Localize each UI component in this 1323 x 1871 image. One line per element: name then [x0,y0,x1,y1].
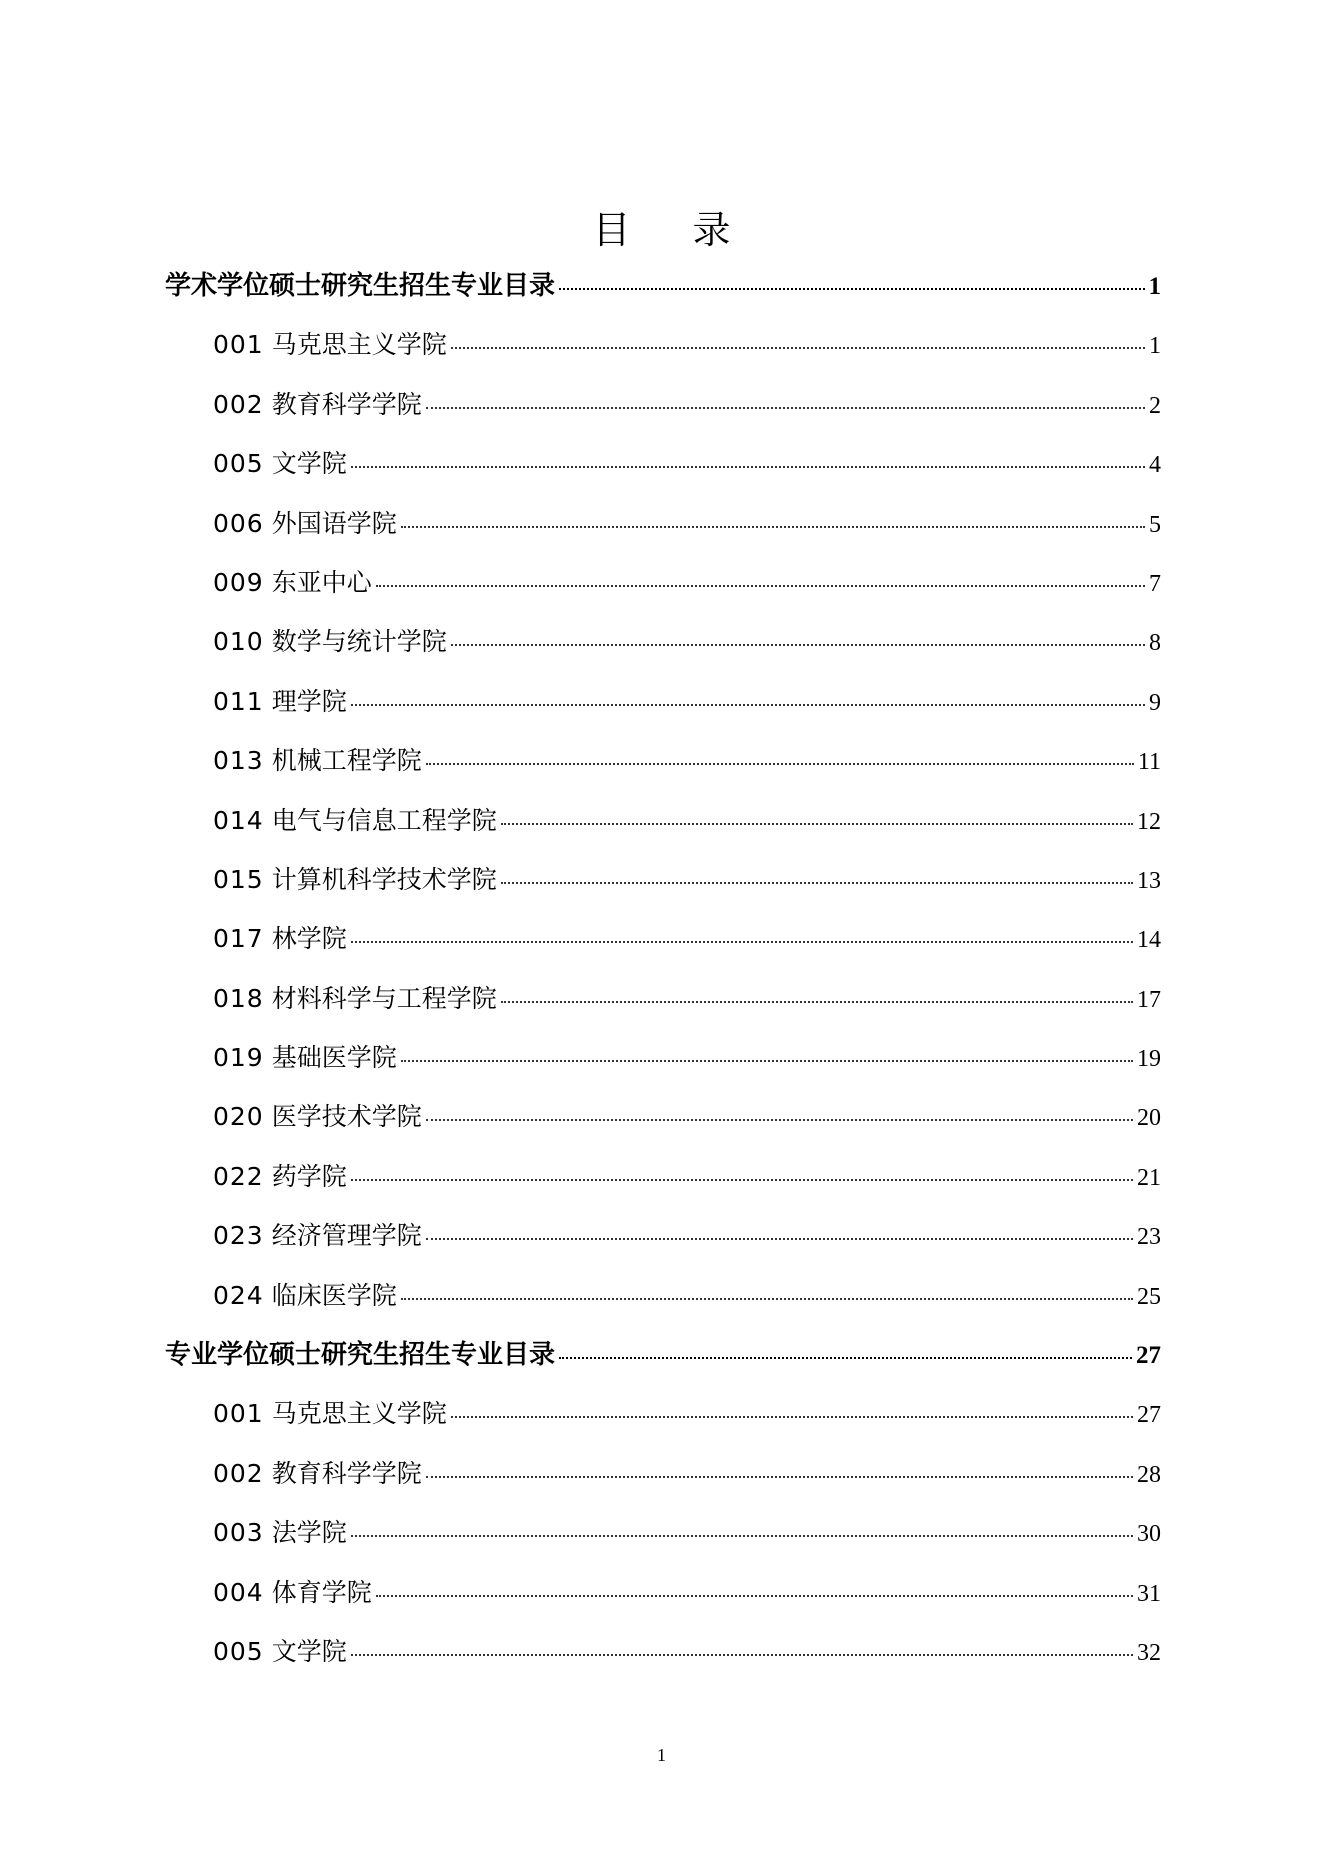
toc-entry-name: 法学院 [271,1518,347,1548]
toc-page-number: 5 [1149,511,1161,538]
toc-page-number: 2 [1149,392,1161,419]
toc-section-title: 学术学位硕士研究生招生专业目录 [165,271,556,301]
toc-entry-row[interactable] [165,975,1161,1034]
dot-leader [426,1476,1133,1478]
toc-entry-code: 015 [213,864,264,894]
toc-entry-row[interactable] [165,1390,1161,1449]
toc-entry-name: 理学院 [271,686,347,716]
toc-entry-name: 马克思主义学院 [271,330,447,360]
toc-entry-name: 教育科学学院 [271,389,422,419]
toc-entry-code: 005 [213,449,264,479]
toc-entry-row[interactable] [165,1153,1161,1212]
toc-section-row[interactable] [165,1331,1161,1390]
dot-leader [401,1060,1133,1062]
toc-entry-code: 013 [213,746,264,776]
dot-leader [401,1298,1133,1300]
toc-entry-name: 林学院 [271,924,347,954]
toc-entry-row[interactable] [165,915,1161,974]
dot-leader [401,526,1145,528]
toc-entry-code: 022 [213,1161,264,1191]
toc-entry-code: 014 [213,805,264,835]
toc-entry-name: 东亚中心 [271,567,372,597]
toc-entry-row[interactable] [165,1628,1161,1687]
toc-entry-row[interactable] [165,1093,1161,1152]
toc-entry-name: 基础医学院 [271,1043,397,1073]
toc-page-number: 21 [1137,1164,1161,1191]
toc-entry-row[interactable] [165,1569,1161,1628]
toc-entry-name: 数学与统计学院 [271,627,447,657]
toc-entry-row[interactable] [165,440,1161,499]
toc-entry-code: 024 [213,1280,264,1310]
toc-entry-row[interactable] [165,678,1161,737]
dot-leader [559,1357,1132,1359]
dot-leader [426,1119,1133,1121]
toc-entry-name: 机械工程学院 [271,746,422,776]
dot-leader [451,347,1145,349]
title-char-2: 录 [692,208,731,252]
toc-entry-name: 体育学院 [271,1577,372,1607]
toc-entry-code: 003 [213,1518,264,1548]
toc-page-number: 13 [1137,867,1161,894]
toc-entry-row[interactable] [165,1272,1161,1331]
dot-leader [376,585,1145,587]
toc-entry-name: 材料科学与工程学院 [271,983,497,1013]
toc-entry-code: 019 [213,1043,264,1073]
toc-page-number: 30 [1137,1521,1161,1548]
toc-entry-name: 药学院 [271,1161,347,1191]
table-of-contents [165,262,1161,1687]
toc-entry-row[interactable] [165,559,1161,618]
dot-leader [351,704,1145,706]
toc-page-number: 1 [1149,333,1161,360]
toc-page-number: 11 [1137,749,1161,776]
toc-entry-name: 电气与信息工程学院 [271,805,497,835]
toc-page-number: 27 [1137,1402,1161,1429]
page-number-footer: 1 [657,1745,666,1765]
toc-entry-code: 017 [213,924,264,954]
toc-page-number: 9 [1149,689,1161,716]
toc-section-row[interactable] [165,262,1161,321]
toc-page-number: 32 [1137,1639,1161,1666]
dot-leader [451,644,1145,646]
dot-leader [501,823,1133,825]
toc-entry-code: 009 [213,567,264,597]
toc-entry-name: 临床医学院 [271,1280,397,1310]
dot-leader [351,1179,1133,1181]
toc-entry-name: 教育科学学院 [271,1458,422,1488]
toc-section-title: 专业学位硕士研究生招生专业目录 [165,1340,556,1371]
dot-leader [501,1001,1133,1003]
toc-entry-row[interactable] [165,321,1161,380]
toc-page-number: 17 [1137,986,1161,1013]
toc-page-number: 4 [1149,452,1161,479]
dot-leader [559,288,1144,290]
toc-entry-code: 020 [213,1102,264,1132]
toc-page-number: 20 [1137,1105,1161,1132]
toc-entry-row[interactable] [165,1509,1161,1568]
toc-page-number: 31 [1137,1580,1161,1607]
toc-page-number: 19 [1137,1046,1161,1073]
page-title [0,205,1323,255]
toc-entry-code: 002 [213,1458,264,1488]
dot-leader [351,1654,1133,1656]
dot-leader [351,1535,1133,1537]
toc-entry-row[interactable] [165,381,1161,440]
dot-leader [351,466,1145,468]
toc-entry-code: 023 [213,1221,264,1251]
toc-entry-row[interactable] [165,1212,1161,1271]
dot-leader [376,1595,1133,1597]
toc-entry-code: 011 [213,686,264,716]
dot-leader [426,407,1145,409]
toc-entry-row[interactable] [165,618,1161,677]
toc-page-number: 8 [1149,630,1161,657]
dot-leader [501,882,1133,884]
toc-entry-code: 002 [213,389,264,419]
toc-entry-name: 经济管理学院 [271,1221,422,1251]
toc-page-number: 23 [1137,1224,1161,1251]
toc-entry-name: 文学院 [271,1636,347,1666]
toc-entry-row[interactable] [165,500,1161,559]
dot-leader [426,1238,1133,1240]
toc-page-number: 7 [1149,570,1161,597]
toc-entry-code: 010 [213,627,264,657]
toc-page-number: 25 [1137,1283,1161,1310]
toc-entry-name: 马克思主义学院 [271,1399,447,1429]
toc-entry-name: 计算机科学技术学院 [271,864,497,894]
toc-entry-code: 006 [213,508,264,538]
toc-entry-name: 医学技术学院 [271,1102,422,1132]
title-char-1: 目 [592,208,631,252]
toc-entry-row[interactable] [165,797,1161,856]
toc-page-number: 27 [1136,1342,1161,1370]
dot-leader [451,1416,1133,1418]
dot-leader [351,941,1133,943]
toc-page-number: 12 [1137,808,1161,835]
toc-page-number: 28 [1137,1461,1161,1488]
toc-entry-name: 文学院 [271,449,347,479]
toc-entry-code: 018 [213,983,264,1013]
toc-entry-code: 001 [213,1399,264,1429]
toc-entry-row[interactable] [165,1034,1161,1093]
toc-entry-row[interactable] [165,737,1161,796]
toc-entry-code: 004 [213,1577,264,1607]
toc-entry-name: 外国语学院 [271,508,397,538]
toc-entry-row[interactable] [165,1450,1161,1509]
toc-page-number: 14 [1137,927,1161,954]
toc-page-number: 1 [1148,273,1161,300]
toc-entry-code: 005 [213,1636,264,1666]
toc-entry-row[interactable] [165,856,1161,915]
dot-leader [426,763,1134,765]
toc-entry-code: 001 [213,330,264,360]
